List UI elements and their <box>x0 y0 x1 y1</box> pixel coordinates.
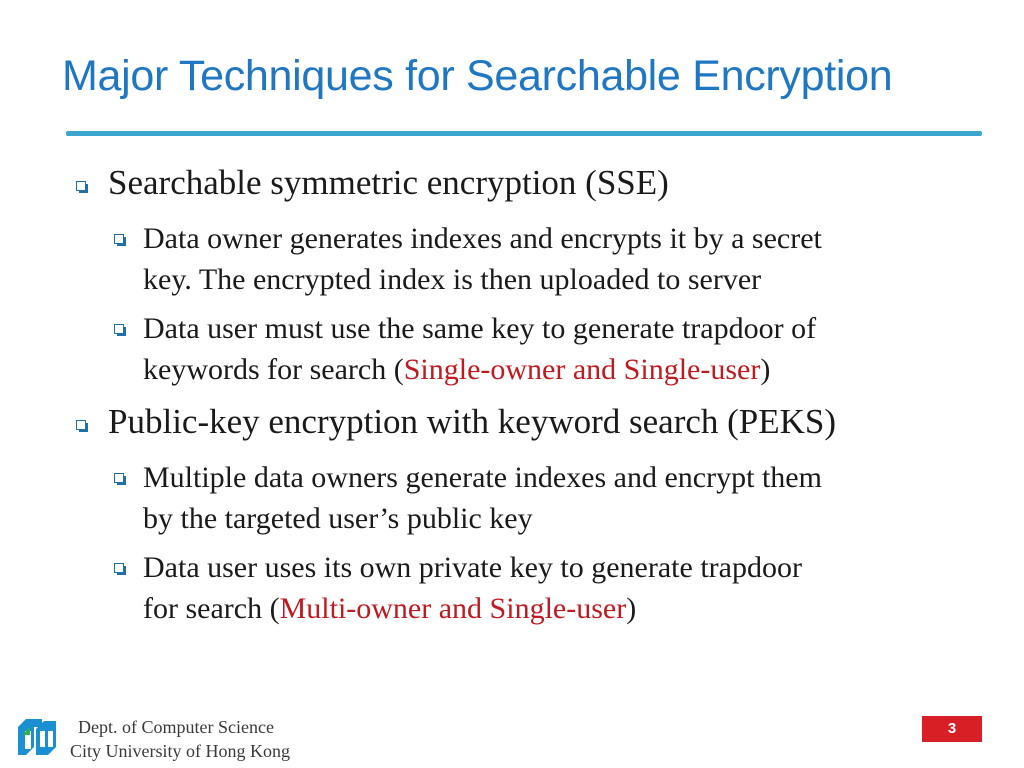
peks-point-2 <box>143 547 983 629</box>
sse-point-2-pre: keywords for search ( <box>143 353 404 386</box>
peks-point-2-post: ) <box>626 592 637 625</box>
sse-point-1-line-1: Data owner generates indexes and encrypts it by a secret <box>143 222 822 255</box>
section-heading-peks: Public-key encryption with keyword search (PEKS) <box>108 402 837 441</box>
title-divider <box>66 131 982 136</box>
footer-dept: Dept. of Computer Science <box>78 717 274 737</box>
peks-point-2-pre: for search ( <box>143 592 280 625</box>
sse-point-1 <box>143 218 983 300</box>
sse-point-2-post: ) <box>760 353 771 386</box>
cityu-logo-icon <box>12 713 60 761</box>
peks-point-1-line-2: by the targeted user’s public key <box>143 502 533 535</box>
peks-point-1 <box>143 457 983 539</box>
peks-point-2-line-2 <box>143 588 983 629</box>
peks-point-1-line-1: Multiple data owners generate indexes and encrypt them <box>143 461 822 494</box>
sse-point-2 <box>143 308 983 390</box>
slide-title: Major Techniques for Searchable Encryption <box>62 52 893 100</box>
sse-highlight: Single-owner and Single-user <box>403 353 761 386</box>
footer-university: City University of Hong Kong <box>70 741 290 761</box>
page-number-badge: 3 <box>922 716 982 742</box>
sse-point-2-line-2 <box>143 349 983 390</box>
peks-point-2-line-1: Data user uses its own private key to generate trapdoor <box>143 551 802 584</box>
peks-highlight: Multi-owner and Single-user <box>279 592 627 625</box>
sse-point-2-line-1: Data user must use the same key to generate trapdoor of <box>143 312 817 345</box>
sse-point-1-line-2: key. The encrypted index is then uploaded to server <box>143 263 762 296</box>
section-heading-sse: Searchable symmetric encryption (SSE) <box>108 163 669 202</box>
